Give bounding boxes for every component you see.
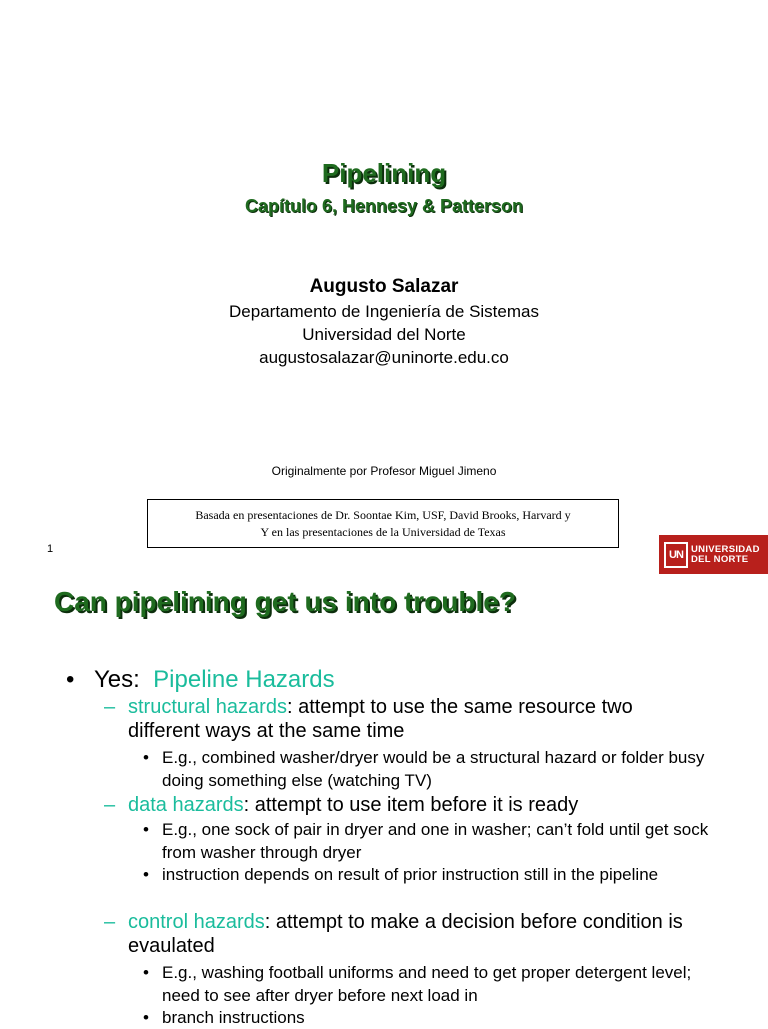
hazard-example-text: E.g., one sock of pair in dryer and one in washer; can’t fold until get sock from washer through dryer bbox=[162, 820, 709, 862]
bullet-dot-icon: • bbox=[143, 1008, 149, 1027]
hazard-desc: : attempt to use item before it is ready bbox=[243, 794, 579, 816]
slide-number: 1 bbox=[47, 543, 54, 555]
bullet-dot-icon: • bbox=[143, 963, 149, 982]
hazard-example bbox=[143, 1006, 723, 1029]
hazard-example bbox=[143, 818, 723, 864]
hazard-example-text: E.g., washing football uniforms and need to get proper detergent level; need to see after dryer before next load in bbox=[162, 963, 692, 1005]
logo-line-1: UNIVERSIDAD bbox=[691, 543, 760, 555]
hazard-structural bbox=[104, 695, 704, 743]
hazard-example-text: E.g., combined washer/dryer would be a structural hazard or folder busy doing something else (watching TV) bbox=[162, 748, 705, 790]
hazard-term: control hazards bbox=[128, 911, 265, 933]
dash-icon: – bbox=[104, 794, 116, 816]
author-email: augustosalazar@uninorte.edu.co bbox=[259, 348, 509, 367]
hazard-example bbox=[143, 863, 723, 886]
bullet-dot-icon: • bbox=[143, 865, 149, 884]
dash-icon: – bbox=[104, 696, 116, 718]
slide-subtitle: Capítulo 6, Hennesy & Patterson bbox=[244, 196, 524, 216]
bullet-highlight: Pipeline Hazards bbox=[153, 666, 335, 693]
hazard-control bbox=[104, 910, 704, 958]
logo-text bbox=[691, 545, 760, 565]
bullet-lead: Yes: bbox=[94, 666, 140, 693]
logo-mark-icon: UN bbox=[664, 542, 688, 568]
credit-line-1: Basada en presentaciones de Dr. Soontae Kim, USF, David Brooks, Harvard y bbox=[195, 508, 571, 522]
credit-box bbox=[147, 499, 619, 548]
hazard-desc: : attempt to make a decision before condition is evaulated bbox=[128, 911, 683, 957]
hazard-term: data hazards bbox=[128, 794, 244, 816]
logo-line-2: DEL NORTE bbox=[691, 553, 749, 565]
author-name: Augusto Salazar bbox=[309, 276, 459, 297]
bullet-dot-icon: • bbox=[143, 820, 149, 839]
bullet-yes bbox=[66, 666, 335, 694]
hazard-desc: : attempt to use the same resource two different ways at the same time bbox=[128, 696, 633, 742]
credit-line-2: Y en las presentaciones de la Universidad de Texas bbox=[260, 525, 506, 539]
bullet-dot-icon: • bbox=[66, 666, 75, 693]
hazard-term: structural hazards bbox=[128, 696, 287, 718]
bullet-dot-icon: • bbox=[143, 748, 149, 767]
hazard-example-text: instruction depends on result of prior instruction still in the pipeline bbox=[162, 865, 659, 884]
dash-icon: – bbox=[104, 911, 116, 933]
original-credit: Originalmente por Profesor Miguel Jimeno bbox=[271, 464, 497, 478]
slide-title: Pipelining bbox=[321, 158, 447, 188]
hazard-example-text: branch instructions bbox=[162, 1008, 305, 1027]
author-department: Departamento de Ingeniería de Sistemas bbox=[229, 302, 539, 321]
hazard-data bbox=[104, 793, 704, 817]
slide2-title: Can pipelining get us into trouble? bbox=[54, 586, 516, 617]
hazard-example bbox=[143, 961, 723, 1007]
author-university: Universidad del Norte bbox=[302, 325, 466, 344]
university-logo bbox=[659, 535, 768, 574]
hazard-example bbox=[143, 746, 723, 792]
